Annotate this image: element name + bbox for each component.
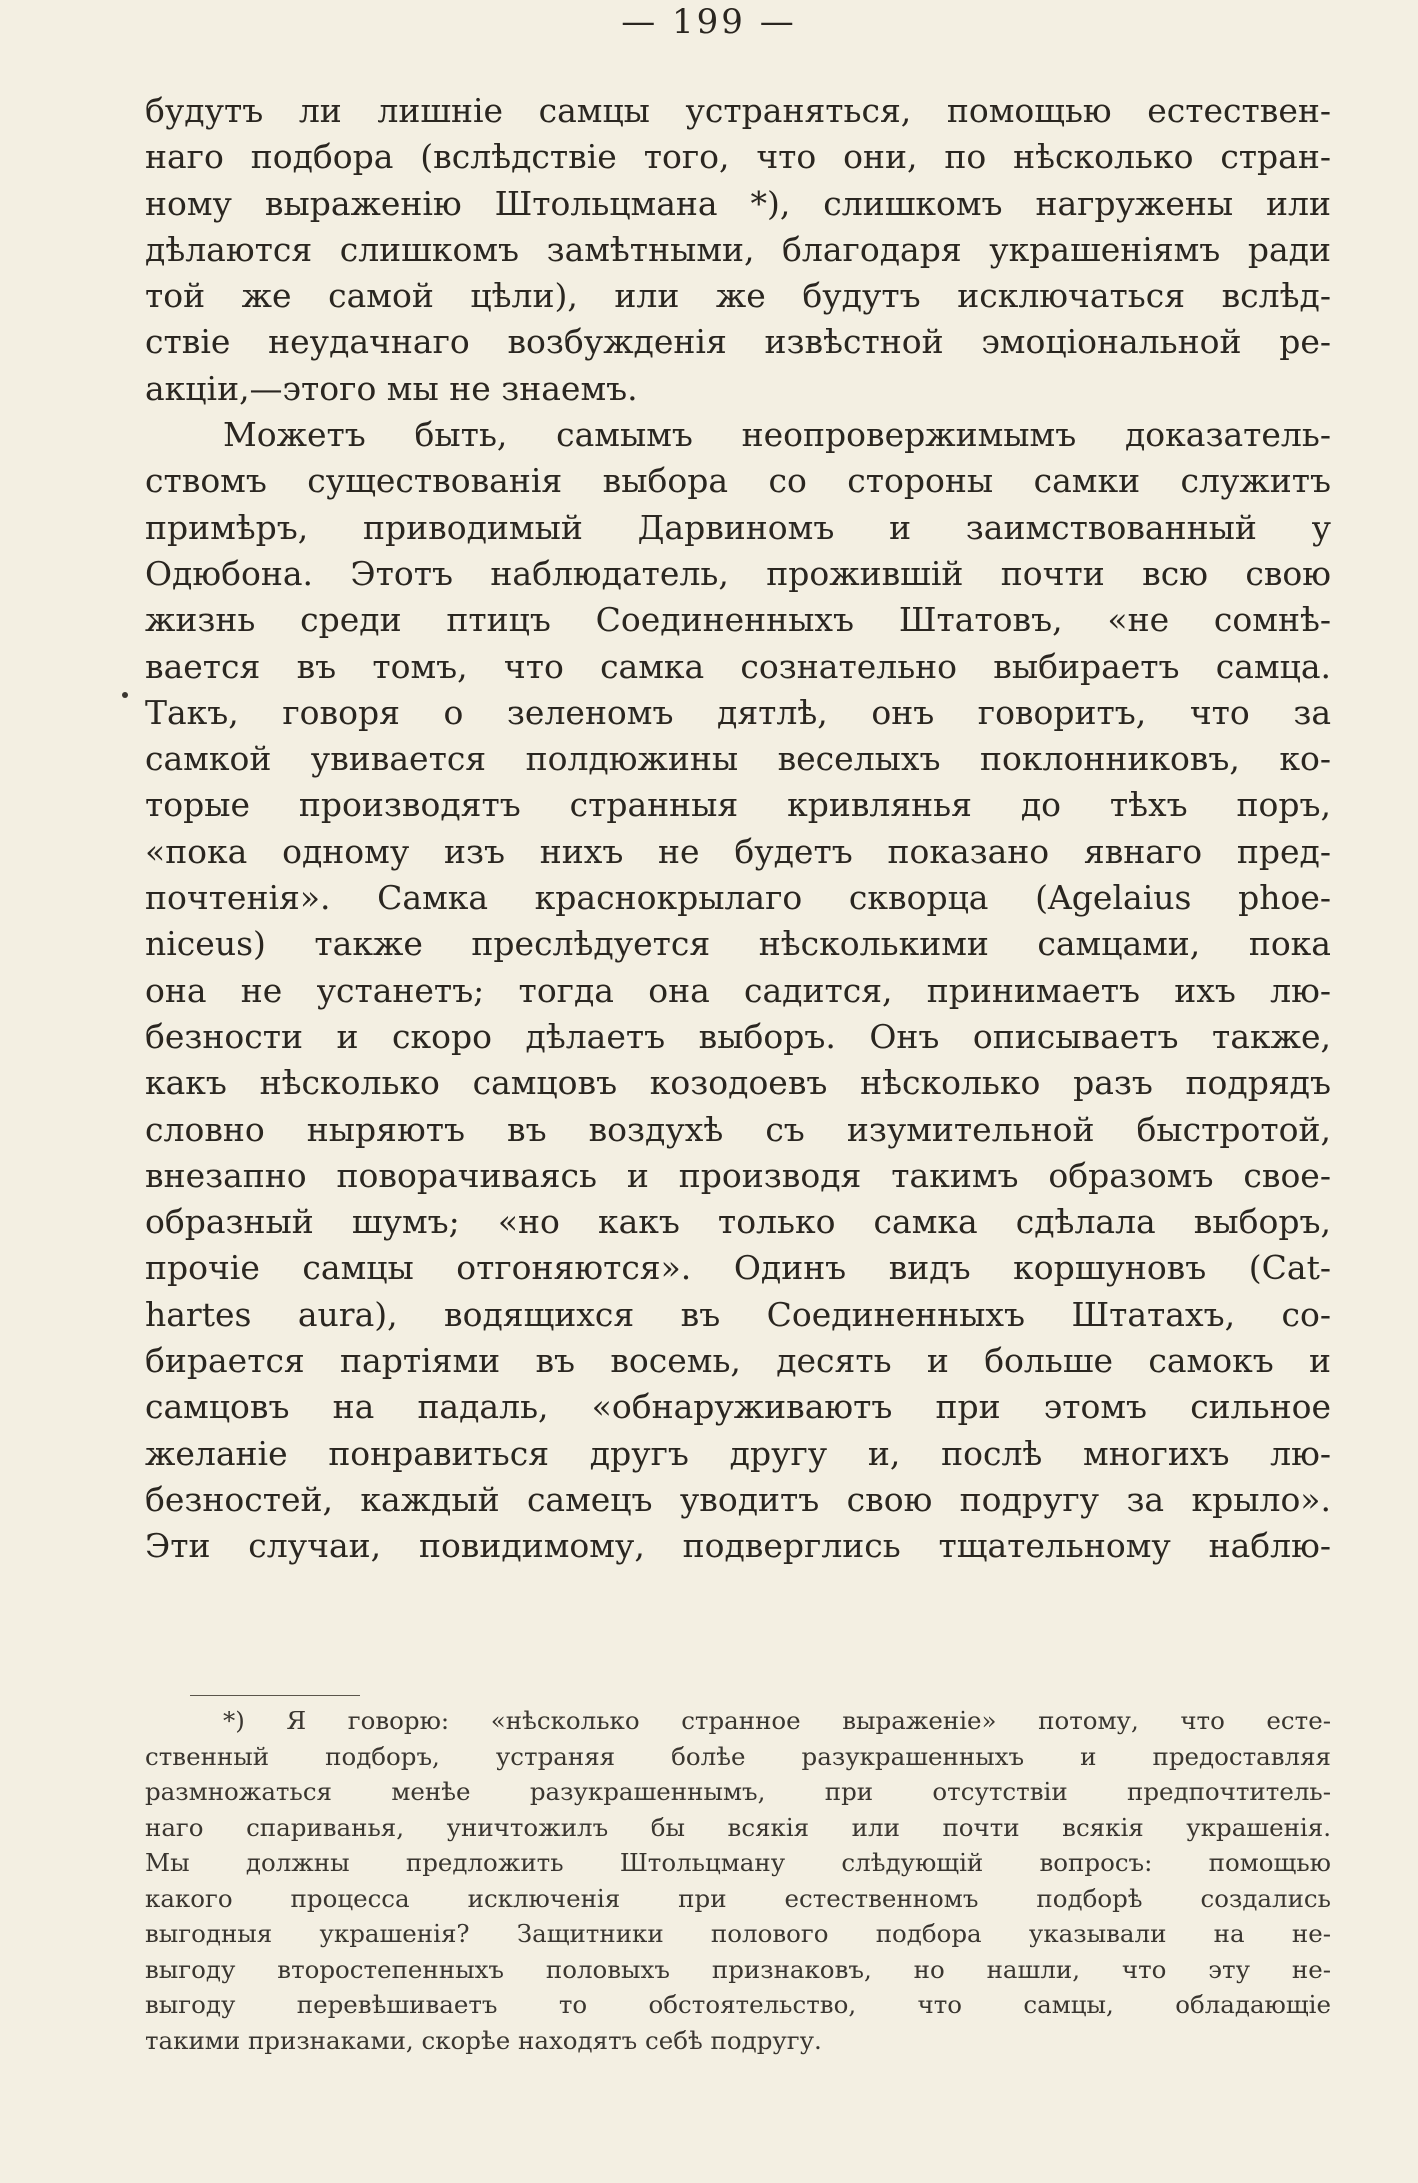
text-line: торые производятъ странныя кривлянья до тѣхъ поръ, [145, 785, 1331, 825]
text-line: она не устанетъ; тогда она садится, принимаетъ ихъ лю- [145, 970, 1331, 1010]
footnote-line: размножаться менѣе разукрашеннымъ, при отсутствіи предпочтитель- [145, 1777, 1331, 1806]
text-line: примѣръ, приводимый Дарвиномъ и заимствованный у [145, 507, 1331, 547]
text-line: прочіе самцы отгоняются». Одинъ видъ коршуновъ (Cat- [145, 1248, 1331, 1288]
text-line: ствомъ существованія выбора со стороны самки служитъ [145, 461, 1331, 501]
footnote-line: такими признаками, скорѣе находятъ себѣ подругу. [145, 2025, 822, 2055]
text-line: Одюбона. Этотъ наблюдатель, прожившій почти всю свою [145, 553, 1331, 593]
margin-ink-dot [122, 692, 128, 698]
text-line: акціи,—этого мы не знаемъ. [145, 368, 638, 408]
text-line: какъ нѣсколько самцовъ козодоевъ нѣсколько разъ подрядъ [145, 1063, 1331, 1103]
text-line: будутъ ли лишніе самцы устраняться, помощью естествен- [145, 91, 1331, 130]
text-line: образный шумъ; «но какъ только самка сдѣлала выборъ, [145, 1202, 1331, 1242]
text-line: ному выраженію Штольцмана *), слишкомъ нагружены или [145, 183, 1331, 223]
footnote [145, 1703, 1331, 2058]
text-line: Можетъ быть, самымъ неопровержимымъ доказатель- [223, 415, 1331, 455]
text-line: желаніе понравиться другъ другу и, послѣ многихъ лю- [145, 1433, 1331, 1473]
text-line: niceus) также преслѣдуется нѣсколькими самцами, пока [145, 924, 1331, 964]
text-line: hartes aura), водящихся въ Соединенныхъ Штатахъ, со- [145, 1294, 1331, 1334]
footnote-body [145, 1703, 1331, 2023]
text-line: «пока одному изъ нихъ не будетъ показано явнаго пред- [145, 831, 1331, 871]
footnote-line: выгоду перевѣшиваетъ то обстоятельство, что самцы, обладающіе [145, 1990, 1331, 2019]
footnote-line: выгодныя украшенія? Защитники полового подбора указывали на не- [145, 1919, 1331, 1948]
text-line: вается въ томъ, что самка сознательно выбираетъ самца. [145, 646, 1331, 686]
text-line: наго подбора (вслѣдствіе того, что они, по нѣсколько стран- [145, 137, 1331, 177]
footnote-line: какого процесса исключенія при естественномъ подборѣ создались [145, 1883, 1331, 1913]
text-line: словно ныряютъ въ воздухѣ съ изумительной быстротой, [145, 1109, 1331, 1149]
text-line: самкой увивается полдюжины веселыхъ поклонниковъ, ко- [145, 739, 1331, 779]
text-line: безностей, каждый самецъ уводитъ свою подругу за крыло». [145, 1479, 1331, 1519]
footnote-line: наго спариванья, уничтожилъ бы всякія или почти всякія украшенія. [145, 1812, 1331, 1842]
text-line: той же самой цѣли), или же будутъ исключаться вслѣд- [145, 276, 1331, 316]
paragraph-2 [145, 412, 1331, 1569]
footnote-line: Мы должны предложить Штольцману слѣдующій вопросъ: помощью [145, 1848, 1331, 1877]
text-line: внезапно поворачиваясь и производя такимъ образомъ свое- [145, 1155, 1331, 1195]
main-text [145, 88, 1331, 1570]
text-line: почтенія». Самка краснокрылаго скворца (Agelaius phoe- [145, 878, 1331, 918]
text-line: дѣлаются слишкомъ замѣтными, благодаря украшеніямъ ради [145, 229, 1331, 269]
page-number: — 199 — [621, 2, 797, 42]
text-line: ствіе неудачнаго возбужденія извѣстной эмоціональной ре- [145, 322, 1331, 362]
footnote-line: выгоду второстепенныхъ половыхъ признаковъ, но нашли, что эту не- [145, 1954, 1331, 1984]
text-line: бирается партіями въ восемь, десять и больше самокъ и [145, 1341, 1331, 1381]
text-line: безности и скоро дѣлаетъ выборъ. Онъ описываетъ также, [145, 1016, 1331, 1056]
footnote-line: ственный подборъ, устраняя болѣе разукрашенныхъ и предоставляя [145, 1741, 1331, 1771]
footnote-divider [190, 1695, 360, 1696]
footnote-line: *) Я говорю: «нѣсколько странное выраженіе» потому, что есте- [223, 1706, 1331, 1735]
footnote-end [145, 2023, 1331, 2059]
paragraph-1-end [145, 366, 1331, 412]
text-line: Эти случаи, повидимому, подверглись тщательному наблю- [145, 1526, 1331, 1566]
paragraph-1 [145, 88, 1331, 366]
text-line: жизнь среди птицъ Соединенныхъ Штатовъ, «не сомнѣ- [145, 600, 1331, 640]
text-line: самцовъ на падаль, «обнаруживаютъ при этомъ сильное [145, 1387, 1331, 1427]
text-line: Такъ, говоря о зеленомъ дятлѣ, онъ говоритъ, что за [145, 692, 1331, 732]
